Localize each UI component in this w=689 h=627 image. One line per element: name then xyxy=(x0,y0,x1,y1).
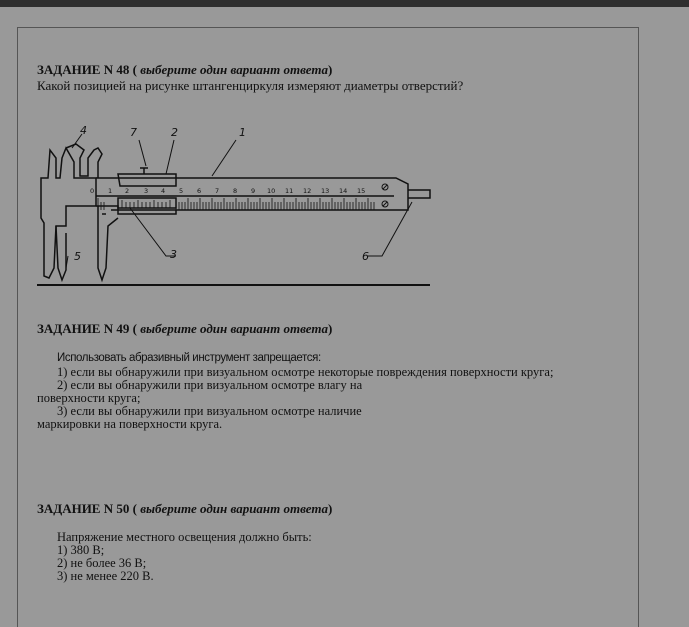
scale-number: 10 xyxy=(267,187,276,195)
caliper-figure xyxy=(36,118,436,288)
task-50-intro: Напряжение местного освещения должно быть: xyxy=(57,530,312,544)
scale-number: 14 xyxy=(339,187,348,195)
scale-number: 12 xyxy=(303,187,312,195)
task-49-title: ЗАДАНИЕ N 49 xyxy=(37,321,130,336)
task-49-option-3: 3) если вы обнаружили при визуальном осмотре наличие xyxy=(57,404,362,418)
scale-number: 0 xyxy=(90,187,95,195)
task-50-title: ЗАДАНИЕ N 50 xyxy=(37,501,130,516)
task-48-hint: ( выберите один вариант ответа) xyxy=(132,62,333,77)
scale-number: 11 xyxy=(285,187,294,195)
scale-number: 2 xyxy=(125,187,130,195)
scale-number: 1 xyxy=(108,187,113,195)
callout-5: 5 xyxy=(74,250,81,263)
task-50-hint: ( выберите один вариант ответа) xyxy=(132,501,333,516)
task-49-option-2-cont: поверхности круга; xyxy=(37,391,141,405)
callout-7: 7 xyxy=(130,126,137,139)
scale-number: 15 xyxy=(357,187,366,195)
task-50-option-1: 1) 380 В; xyxy=(57,543,105,557)
task-50-heading xyxy=(37,501,332,517)
callout-3: 3 xyxy=(170,248,177,261)
task-49-option-3-cont: маркировки на поверхности круга. xyxy=(37,417,223,431)
task-50-option-3: 3) не менее 220 В. xyxy=(57,569,154,583)
task-48-heading xyxy=(37,62,332,78)
scale-number: 5 xyxy=(179,187,184,195)
task-50-option-2: 2) не более 36 В; xyxy=(57,556,147,570)
task-48-title: ЗАДАНИЕ N 48 xyxy=(37,62,130,77)
task-49-heading xyxy=(37,321,332,337)
callout-2: 2 xyxy=(171,126,178,139)
callout-6: 6 xyxy=(362,250,369,263)
figure-baseline xyxy=(37,284,430,286)
scale-number: 8 xyxy=(233,187,238,195)
scale-number: 13 xyxy=(321,187,330,195)
task-49-hint: ( выберите один вариант ответа) xyxy=(132,321,333,336)
task-49-option-1: 1) если вы обнаружили при визуальном осмотре некоторые повреждения поверхности круга; xyxy=(57,365,554,379)
task-48-question: Какой позицией на рисунке штангенциркуля измеряют диаметры отверстий? xyxy=(37,78,464,93)
scale-number: 4 xyxy=(161,187,166,195)
task-49-option-2: 2) если вы обнаружили при визуальном осмотре влагу на xyxy=(57,378,363,392)
callout-4: 4 xyxy=(80,124,87,137)
window-top-bar xyxy=(0,0,689,7)
scale-number: 3 xyxy=(144,187,149,195)
scale-number: 6 xyxy=(197,187,202,195)
callout-1: 1 xyxy=(239,126,246,139)
scale-number: 9 xyxy=(251,187,256,195)
scale-number: 7 xyxy=(215,187,220,195)
task-49-intro: Использовать абразивный инструмент запрещается: xyxy=(57,352,321,364)
